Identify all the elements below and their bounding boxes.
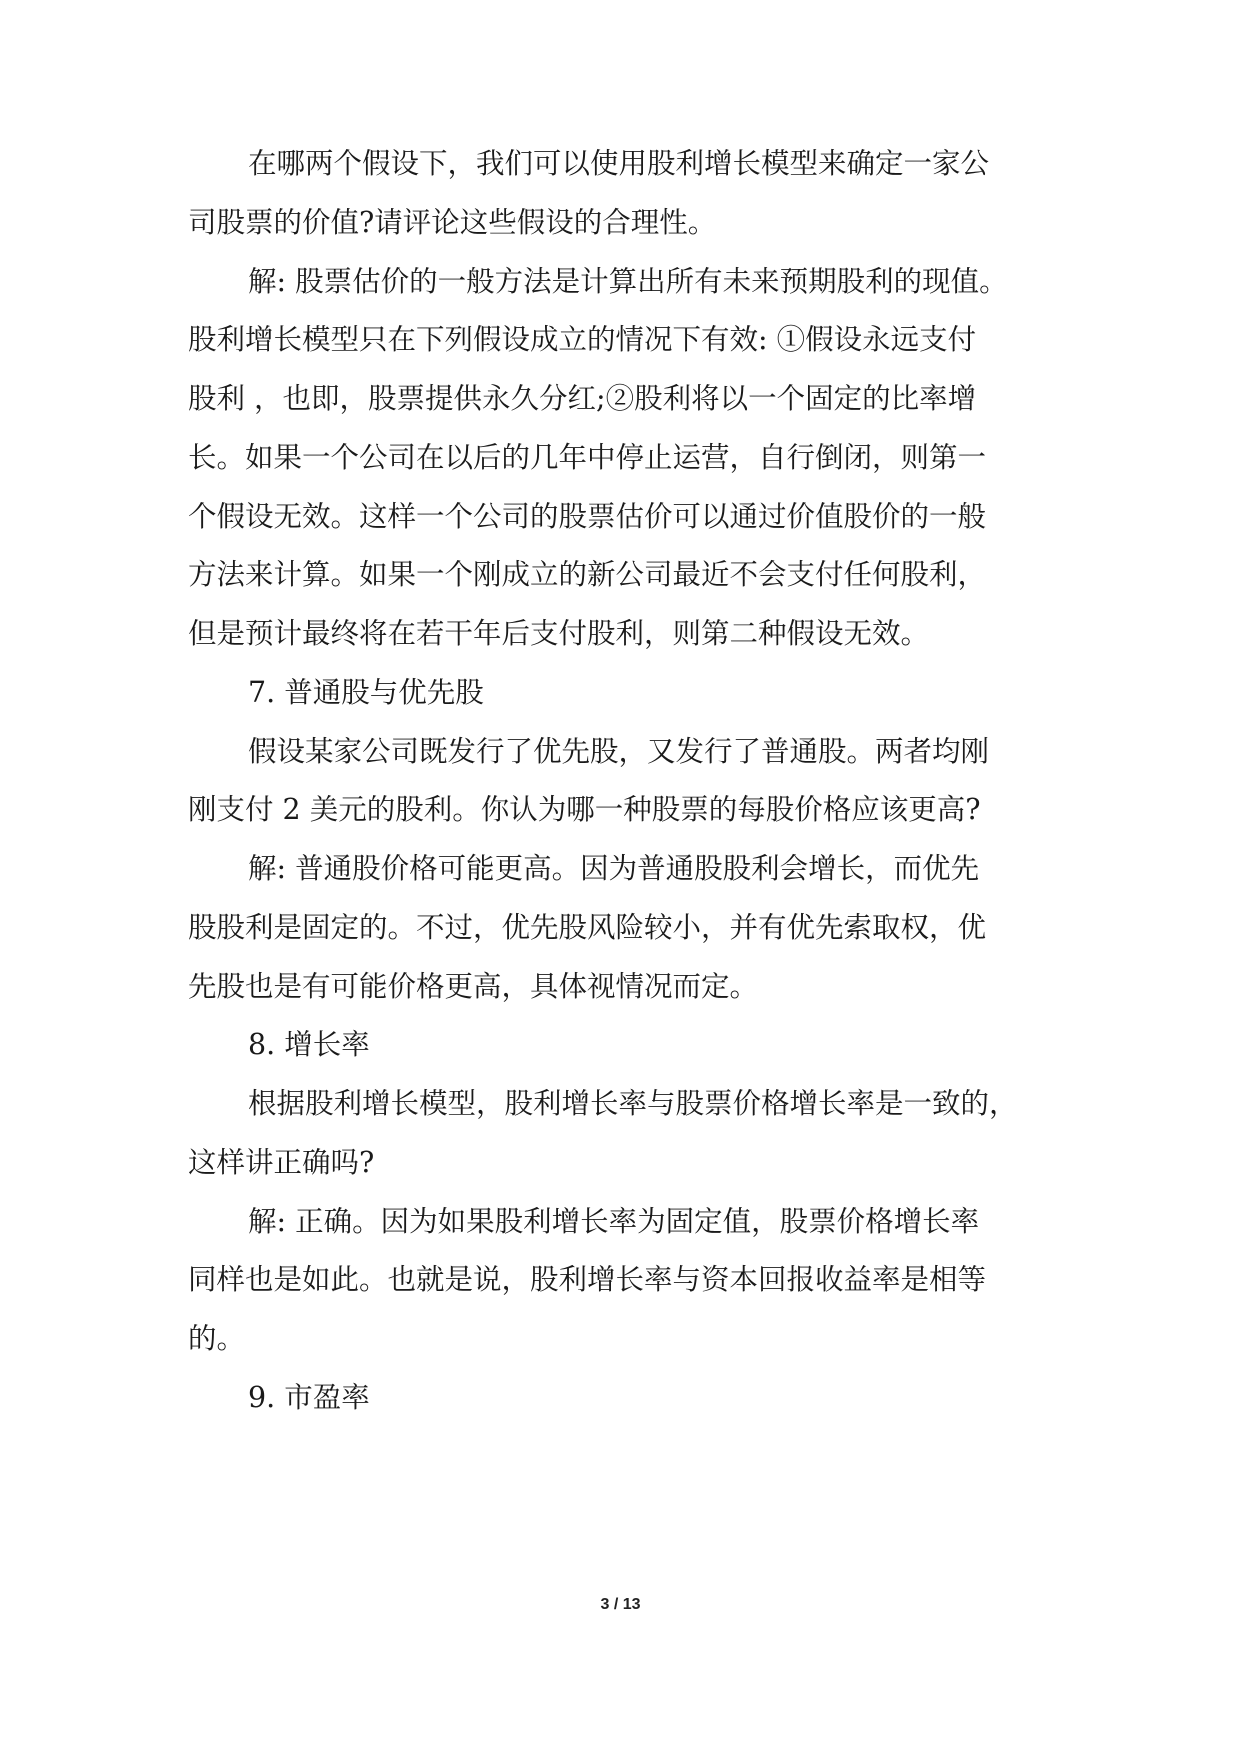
text-line: 解: 普通股价格可能更高。因为普通股股利会增长，而优先 (248, 852, 980, 885)
text-line: 先股也是有可能价格更高，具体视情况而定。 (188, 970, 759, 1003)
section-heading: 7. 普通股与优先股 (248, 676, 484, 709)
page-number: 3 / 13 (600, 1596, 641, 1613)
text-line: 解: 股票估价的一般方法是计算出所有未来预期股利的现值。 (248, 265, 1008, 298)
text-line: 同样也是如此。也就是说，股利增长率与资本回报收益率是相等 (188, 1263, 987, 1296)
section-heading: 9. 市盈率 (248, 1381, 370, 1414)
text-line: 根据股利增长模型，股利增长率与股票价格增长率是一致的， (248, 1087, 1018, 1120)
text-line: 的。 (188, 1322, 246, 1355)
text-line: 这样讲正确吗? (188, 1146, 375, 1179)
section-heading: 8. 增长率 (248, 1028, 370, 1061)
text-line: 但是预计最终将在若干年后支付股利，则第二种假设无效。 (188, 617, 930, 650)
text-line: 司股票的价值?请评论这些假设的合理性。 (188, 206, 717, 239)
text-line: 方法来计算。如果一个刚成立的新公司最近不会支付任何股利， (188, 558, 987, 591)
text-line: 个假设无效。这样一个公司的股票估价可以通过价值股价的一般 (188, 500, 987, 533)
text-line: 股利增长模型只在下列假设成立的情况下有效: ①假设永远支付 (188, 323, 977, 356)
text-line: 长。如果一个公司在以后的几年中停止运营，自行倒闭，则第一 (188, 441, 987, 474)
text-line: 刚支付 2 美元的股利。你认为哪一种股票的每股价格应该更高? (188, 793, 981, 826)
text-line: 假设某家公司既发行了优先股，又发行了普通股。两者均刚 (248, 735, 990, 768)
text-line: 股股利是固定的。不过，优先股风险较小，并有优先索取权，优 (188, 911, 987, 944)
text-line: 股利 ，也即，股票提供永久分红;②股利将以一个固定的比率增 (188, 382, 977, 415)
text-line: 在哪两个假设下，我们可以使用股利增长模型来确定一家公 (248, 147, 990, 180)
text-line: 解: 正确。因为如果股利增长率为固定值，股票价格增长率 (248, 1205, 980, 1238)
